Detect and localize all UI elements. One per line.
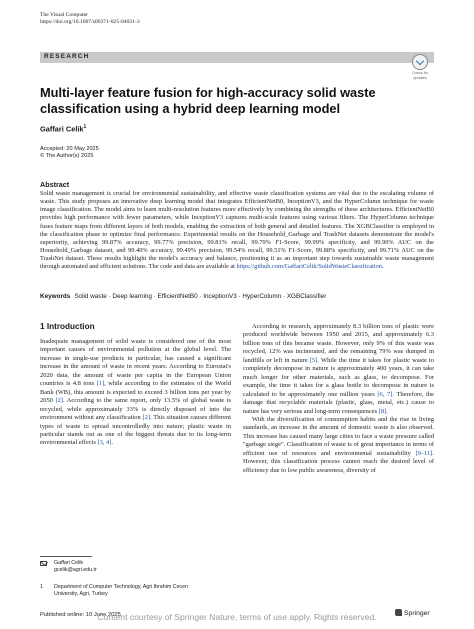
code-repository-link[interactable]: https://github.com/GaffariCelik/SolidWasteClassification bbox=[236, 263, 382, 271]
corresponding-author-footnote bbox=[40, 560, 97, 574]
article-dates bbox=[40, 146, 99, 161]
doi-link[interactable]: https://doi.org/10.1007/s00371-025-04031-3 bbox=[40, 19, 140, 26]
citation-link[interactable]: [2] bbox=[55, 397, 63, 405]
affiliation-line-2: University, Agri, Turkey bbox=[54, 590, 108, 597]
text-run: . Therefore, the damage that recyclable materials (plastic, glass, metal, etc.) cause to nature has very serious and long-term consequences bbox=[243, 390, 434, 415]
affiliation-footnote bbox=[40, 584, 188, 598]
affiliation-line-1: Department of Computer Technology, Agri Ibrahim Cecen bbox=[54, 584, 189, 590]
author-affil-mark: 1 bbox=[83, 124, 87, 130]
text-run: . bbox=[111, 439, 113, 447]
abstract-heading: Abstract bbox=[40, 180, 70, 189]
keywords-line bbox=[40, 293, 434, 301]
citation-link[interactable]: [2] bbox=[142, 414, 151, 422]
check-updates-icon bbox=[412, 54, 428, 70]
corr-author-email[interactable]: gcelik@agri.edu.tr bbox=[54, 566, 97, 573]
envelope-icon bbox=[40, 560, 50, 568]
text-run: Inadequate management of solid waste is considered one of the most important causes of environmental pollution at the global level. The increase in single-use products in particular, has caused a significant increase in the amount of waste in recent years. According to Eurostat's 2020 data, the amount of waste per capita in the European Union countries is 4.8 tons bbox=[40, 338, 231, 388]
abstract-text bbox=[40, 190, 434, 272]
paper-title: Multi-layer feature fusion for high-accuracy solid waste classification using a hybrid deep learning model bbox=[40, 85, 376, 116]
check-updates-label-1: Check for bbox=[411, 71, 429, 75]
affiliation-mark: 1 bbox=[40, 584, 43, 590]
journal-header bbox=[40, 12, 140, 27]
check-updates-label-2: updates bbox=[413, 76, 427, 81]
footnote-divider bbox=[40, 556, 92, 557]
abstract-body: Solid waste management is crucial for environmental sustainability, and effective waste classification systems are vital due to the escalating volume of waste. This study proposes an innovative deep learning model that integrates EfficientNetB0, InceptionV3, and the HyperColumn technique for waste image classification. The model aims to learn multi-resolution features more effectively by combining the strengths of these architectures. EfficientNetB0 provides high performance with fewer parameters, while InceptionV3 captures multi-scale features using various filters. The HyperColumn technique fuses feature maps from different layers of both models, enabling the extraction of both general and detailed features. The XGBClassifier is employed in the classification phase to optimize final performance. Experimental results on the Household_Garbage and TrashNet datasets demonstrate the model's superiority, achieving 99.87% accuracy, 99.77% precision, 99.81% recall, 99.79% F1-Score, 99.99% specificity, and 99.90% AUC on the Household_Garbage dataset, and 99.40% accuracy, 99.49% precision, 99.54% recall, 99.51% F1-Score, 99.88% specificity, and 99.71% AUC on the TrashNet dataset. These results highlight the model's accuracy and balance, positioning it as an important step towards sustainable waste management through automated and efficient solutions. The code and data are available at bbox=[40, 190, 434, 271]
citation-link[interactable]: [3, 4] bbox=[97, 439, 112, 447]
text-run: , while according to the estimates of the World Bank (WB), this amount is expected to exceed 3 billion tons per year by 2050 bbox=[40, 380, 231, 405]
citation-link[interactable]: [1] bbox=[96, 380, 105, 388]
citation-link[interactable]: [8] bbox=[378, 407, 387, 415]
keywords-label: Keywords bbox=[40, 293, 71, 300]
intro-paragraph-2 bbox=[243, 323, 434, 416]
text-run: With the diversification of consumption habits and the rise in living standards, an increase in the amount of domestic waste is also observed. This increase has caused many large cities to face a waste pressure called "garbage siege". Classification of waste is of great importance in terms of efficient use of resources and environmental sustainability bbox=[243, 415, 434, 457]
published-online-date: Published online: 10 June 2025 bbox=[40, 612, 121, 618]
article-type-banner bbox=[40, 52, 434, 63]
author-name[interactable]: Gaffari Celik bbox=[40, 124, 84, 134]
abstract-end: . bbox=[381, 263, 384, 271]
citation-link[interactable]: [5] bbox=[309, 356, 318, 364]
citation-link[interactable]: [9–11] bbox=[415, 449, 433, 457]
intro-paragraph-1 bbox=[40, 338, 231, 448]
journal-name: The Visual Computer bbox=[40, 12, 89, 18]
intro-paragraph-3 bbox=[243, 416, 434, 475]
citation-link[interactable]: [6, 7] bbox=[377, 390, 393, 398]
text-run: . This situation causes different types of waste to spread uncontrolledly into nature; plastic waste in particular stands out as one of the biggest threats due to its long-term environmental effects bbox=[40, 414, 231, 447]
keywords-list: Solid waste · Deep learning · EfficientNetB0 · InceptionV3 · HyperColumn · XGBClassifier bbox=[74, 293, 327, 300]
text-run: . bbox=[386, 407, 388, 415]
copyright-line: © The Author(s) 2025 bbox=[40, 153, 94, 160]
text-run: According to research, approximately 8.3 billion tons of plastic were produced worldwide between 1950 and 2015, and approximately 6.3 billion tons of this became waste. However, only 9% of this waste was recycled, 12% was incinerated, and the remaining 79% was dumped in landfills or left in nature bbox=[243, 323, 434, 364]
article-type-label: RESEARCH bbox=[44, 53, 90, 60]
courtesy-watermark: Content courtesy of Springer Nature, terms of use apply. Rights reserved. bbox=[97, 612, 377, 622]
corr-author-name: Gaffari Celik bbox=[54, 560, 84, 566]
text-run: . However, this classification process cannot reach the desired level of efficiency due to low public awareness, diversity of bbox=[243, 449, 434, 474]
left-column bbox=[40, 338, 231, 448]
accepted-date: Accepted: 20 May 2025 bbox=[40, 146, 99, 152]
text-run: . According to the same report, only 13.5% of global waste is recycled, while approximately 33% is directly disposed of into the environment without any classification bbox=[40, 397, 232, 422]
text-run: . While the time it takes for plastic waste to completely decompose in nature is approximately 400 years, it can take much longer for other materials, such as glass, to decompose. For example, the time it takes for a glass bottle to decompose in nature is calculated to be approximately one million years bbox=[243, 356, 434, 398]
author-line bbox=[40, 124, 86, 133]
right-column bbox=[243, 323, 434, 475]
section-heading-introduction: 1 Introduction bbox=[40, 322, 95, 331]
check-for-updates-badge[interactable] bbox=[406, 54, 434, 81]
publisher-name: Springer bbox=[404, 610, 430, 617]
